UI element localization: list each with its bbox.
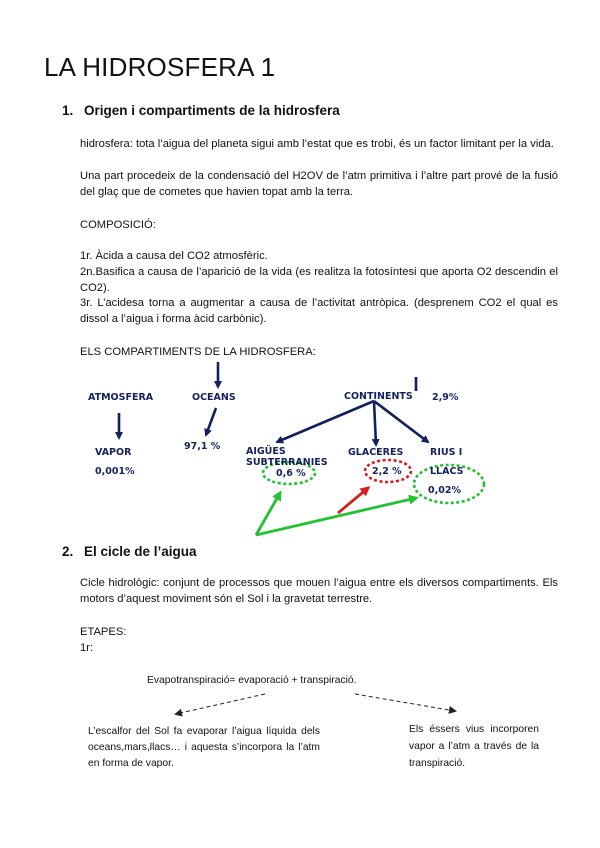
label-glaceres: GLACERES xyxy=(348,447,404,458)
evapotranspiration-formula: Evapotranspiració= evaporació + transpiració. xyxy=(147,675,357,686)
etapes-label: ETAPES: xyxy=(80,626,127,638)
label-continents-pct: 2,9% xyxy=(432,392,459,403)
label-aigues-line2: SUBTERRANIES xyxy=(246,457,328,468)
label-vapor-pct: 0,001% xyxy=(95,466,135,477)
section-1-number: 1. xyxy=(62,103,74,118)
paragraph-definition: hidrosfera: tota l’aigua del planeta sigui amb l’estat que es trobi, és un factor limitant per la vida. xyxy=(80,138,554,150)
label-glaceres-pct: 2,2 % xyxy=(372,466,402,477)
paragraph-origin: Una part procedeix de la condensació del H2OV de l’atm primitiva i l’altre part prové de la fusió del glaç que de cometes que havien topat amb la terra. xyxy=(80,170,558,198)
arrow-continents-glaceres xyxy=(374,401,376,445)
composition-item-1: 1r. Àcida a causa del CO2 atmosfèric. xyxy=(80,250,268,262)
label-rius-line2: LLACS xyxy=(430,466,464,477)
navy-arrows xyxy=(119,362,428,445)
label-oceans: OCEANS xyxy=(192,392,236,403)
arrow-continents-rius xyxy=(374,401,428,442)
transpiration-note: Els éssers vius incorporen vapor a l’atm a través de la transpiració. xyxy=(409,724,539,769)
green-arrow-to-rius xyxy=(256,498,416,535)
etapa-1-label: 1r: xyxy=(80,642,94,654)
arrow-to-transpiration xyxy=(355,694,455,711)
arrow-to-evaporation xyxy=(176,694,265,714)
label-vapor: VAPOR xyxy=(95,447,132,458)
evaporation-note: L’escalfor del Sol fa evaporar l’aigua líquida dels oceans,mars,llacs… i aquesta s’incorpora la l’atm en forma de vapor. xyxy=(88,726,320,769)
section-2-title: El cicle de l’aigua xyxy=(84,544,197,559)
green-arrow-to-aigues xyxy=(256,493,280,535)
label-aigues-line1: AIGÜES xyxy=(246,446,286,457)
label-continents: CONTINENTS xyxy=(344,391,413,402)
section-1-title: Origen i compartiments de la hidrosfera xyxy=(84,103,340,118)
label-rius-line1: RIUS I xyxy=(430,447,463,458)
arrow-continents-aigues xyxy=(277,401,374,442)
section-2-heading xyxy=(62,544,197,559)
composition-item-3: 3r. L’acidesa torna a augmentar a causa de l’activitat antròpica. (desprenem CO2 el qual es dissol a l’aigua i forma àcid carbònic). xyxy=(80,297,558,325)
composicio-label: COMPOSICIÓ: xyxy=(80,219,156,231)
composition-item-2: 2n.Basifica a causa de l’aparició de la vida (es realitza la fotosíntesi que aporta O2 descendin el CO2). xyxy=(80,266,558,294)
label-aigues-pct: 0,6 % xyxy=(276,468,306,479)
arrow-oceans-pct xyxy=(206,408,216,435)
compartiments-label: ELS COMPARTIMENTS DE LA HIDROSFERA: xyxy=(80,346,316,358)
label-oceans-pct: 97,1 % xyxy=(184,441,221,452)
section-2-number: 2. xyxy=(62,544,74,559)
page-title: LA HIDROSFERA 1 xyxy=(44,52,276,82)
paragraph-hydrologic-cycle: Cicle hidrològic: conjunt de processos que mouen l’aigua entre els diversos compartiments. Els motors d’aquest moviment són el Sol i la gravetat terrestre. xyxy=(80,577,558,605)
label-rius-pct: 0,02% xyxy=(428,485,461,496)
label-atmosfera: ATMOSFERA xyxy=(88,392,154,403)
